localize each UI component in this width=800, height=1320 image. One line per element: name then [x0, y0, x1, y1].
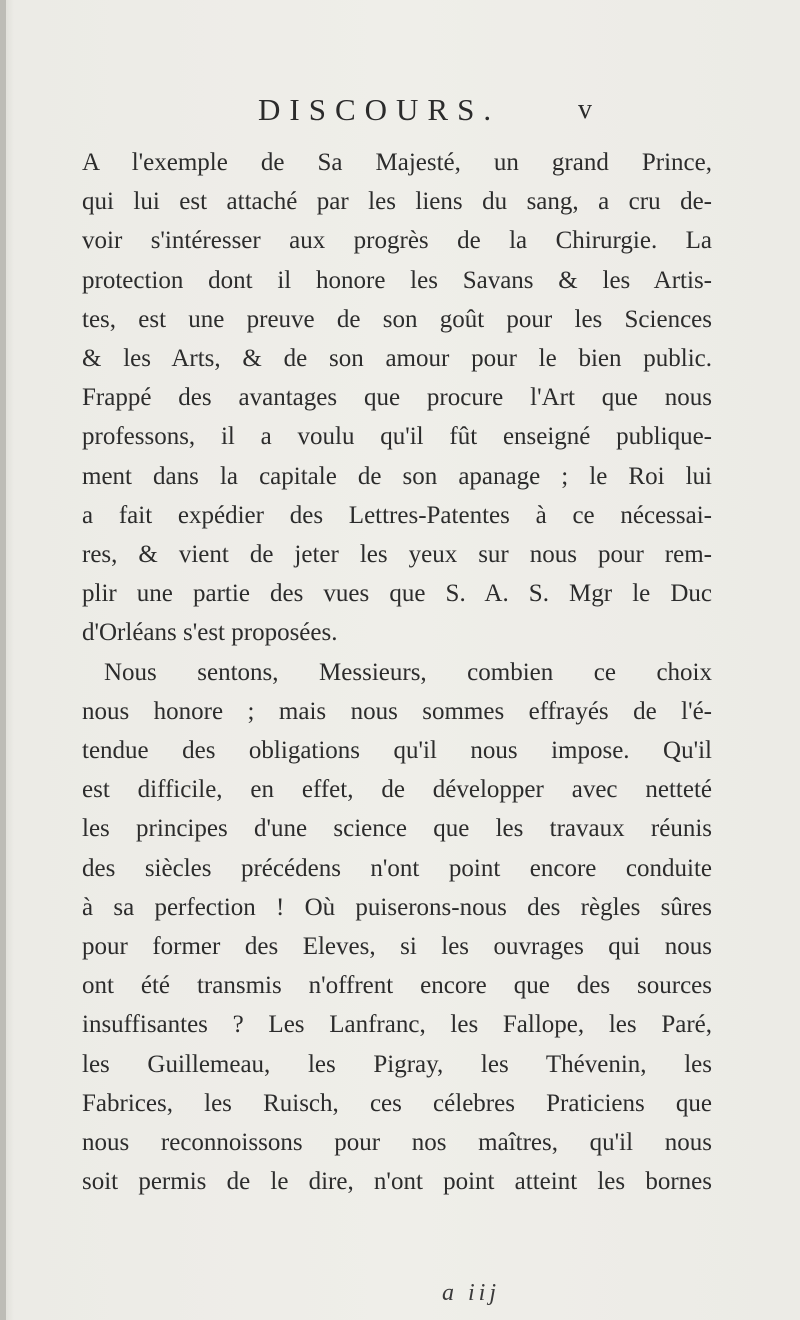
text-line: professons, il a voulu qu'il fût enseigné publique-	[82, 423, 712, 451]
text-line: ont été transmis n'offrent encore que des sources	[82, 972, 712, 1000]
text-line: res, & vient de jeter les yeux sur nous pour rem-	[82, 541, 712, 569]
text-line: insuffisantes ? Les Lanfranc, les Fallope, les Paré,	[82, 1011, 712, 1039]
text-line: les principes d'une science que les travaux réunis	[82, 815, 712, 843]
text-line: A l'exemple de Sa Majesté, un grand Prince,	[82, 149, 712, 176]
text-line: à sa perfection ! Où puiserons-nous des règles sûres	[82, 893, 712, 921]
header-ornament: v	[578, 94, 592, 125]
text-line: tes, est une preuve de son goût pour les Sciences	[82, 305, 712, 333]
signature-mark: a iij	[442, 1280, 501, 1306]
text-line: pour former des Eleves, si les ouvrages qui nous	[82, 933, 712, 961]
text-line: protection dont il honore les Savans & les Artis-	[82, 266, 712, 294]
text-line: plir une partie des vues que S. A. S. Mgr le Duc	[82, 580, 712, 608]
text-line: a fait expédier des Lettres-Patentes à ce nécessai-	[82, 501, 712, 529]
text-line: voir s'intéresser aux progrès de la Chirurgie. La	[82, 227, 712, 255]
text-line: ment dans la capitale de son apanage ; le Roi lui	[82, 462, 712, 490]
text-line: Fabrices, les Ruisch, ces célebres Praticiens que	[82, 1089, 712, 1117]
text-line: & les Arts, & de son amour pour le bien public.	[82, 345, 712, 373]
text-line: Frappé des avantages que procure l'Art que nous	[82, 384, 712, 412]
text-line: qui lui est attaché par les liens du sang, a cru de-	[82, 188, 712, 216]
body-text	[82, 143, 712, 1201]
page-binding-edge	[0, 0, 6, 1320]
text-line: d'Orléans s'est proposées.	[82, 619, 338, 647]
text-line: tendue des obligations qu'il nous impose. Qu'il	[82, 737, 712, 765]
text-line: est difficile, en effet, de développer avec netteté	[82, 776, 712, 804]
text-line: nous reconnoissons pour nos maîtres, qu'il nous	[82, 1129, 712, 1157]
text-line: Nous sentons, Messieurs, combien ce choix	[104, 658, 712, 686]
text-line: des siècles précédens n'ont point encore conduite	[82, 854, 712, 882]
text-line: soit permis de le dire, n'ont point atteint les bornes	[82, 1168, 712, 1196]
text-line: nous honore ; mais nous sommes effrayés de l'é-	[82, 697, 712, 725]
text-line: les Guillemeau, les Pigray, les Thévenin, les	[82, 1050, 712, 1078]
running-header: DISCOURS.	[258, 92, 501, 127]
